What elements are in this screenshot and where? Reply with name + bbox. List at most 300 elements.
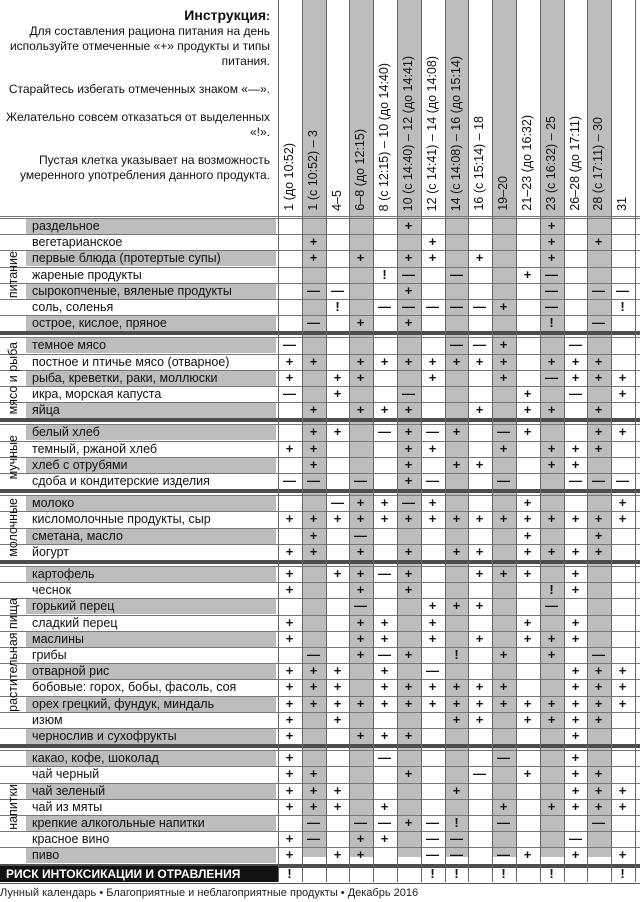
table-cell (516, 831, 539, 847)
table-cell: + (523, 511, 532, 527)
product-row-label: сметана, масло (32, 528, 123, 543)
table-cell (421, 647, 444, 663)
column-divider (516, 0, 517, 882)
table-cell (349, 337, 372, 353)
product-row-label: какао, кофе, шоколад (32, 751, 159, 766)
table-cell: + (452, 711, 461, 727)
table-cell: + (404, 566, 413, 581)
table-cell (492, 495, 515, 511)
table-cell: + (499, 647, 508, 662)
table-cell: + (309, 543, 318, 559)
table-cell: — (616, 282, 629, 298)
row-divider (0, 299, 640, 300)
table-cell (278, 299, 301, 315)
table-cell (349, 424, 372, 440)
table-cell: + (523, 266, 532, 282)
table-cell (492, 582, 515, 598)
table-cell: + (571, 353, 580, 369)
table-cell (421, 783, 444, 799)
table-cell (445, 728, 468, 744)
table-cell (326, 457, 349, 473)
table-cell: + (594, 663, 603, 679)
table-cell: + (404, 424, 413, 440)
risk-cell (587, 866, 610, 882)
table-cell (516, 783, 539, 799)
table-cell: + (452, 695, 461, 711)
column-header-label: 16 (с 15:14) – 18 (472, 116, 486, 211)
table-cell: + (523, 847, 532, 863)
table-cell (278, 598, 301, 614)
table-cell (468, 783, 491, 799)
table-cell (564, 283, 587, 299)
table-cell (468, 315, 491, 331)
table-cell (397, 712, 420, 728)
table-cell (611, 631, 634, 647)
table-cell: + (428, 679, 437, 695)
column-header-label: 4–5 (330, 190, 344, 211)
table-cell (468, 815, 491, 831)
table-cell: — (426, 473, 439, 488)
table-cell (302, 598, 325, 614)
table-cell: — (545, 266, 558, 282)
column-header (397, 0, 420, 215)
table-cell: — (569, 386, 582, 401)
table-cell: + (309, 250, 318, 266)
table-cell (326, 615, 349, 631)
row-divider (0, 647, 640, 648)
table-cell: + (380, 728, 389, 743)
table-cell: — (283, 386, 296, 401)
row-divider (0, 267, 640, 268)
table-cell (587, 582, 610, 598)
table-cell (492, 544, 515, 560)
table-cell (373, 283, 396, 299)
table-cell (468, 386, 491, 402)
table-cell: + (404, 282, 413, 298)
table-cell: + (309, 766, 318, 782)
table-cell: + (547, 695, 556, 711)
table-cell: + (285, 750, 294, 766)
table-cell (445, 582, 468, 598)
table-cell (326, 218, 349, 234)
table-cell (540, 337, 563, 353)
table-cell (564, 528, 587, 544)
instructions-title: Инструкция (184, 7, 266, 23)
table-cell (373, 783, 396, 799)
table-cell: — (545, 598, 558, 614)
table-cell (326, 402, 349, 418)
table-cell (421, 528, 444, 544)
table-cell (611, 441, 634, 457)
table-cell: + (547, 234, 556, 250)
row-divider (0, 663, 640, 664)
column-divider (564, 0, 565, 882)
table-cell: + (618, 495, 627, 511)
table-cell: + (428, 614, 437, 630)
product-row-label: крепкие алкогольные напитки (32, 816, 205, 830)
table-cell (468, 799, 491, 815)
table-cell: — (497, 815, 510, 830)
table-cell (445, 566, 468, 582)
table-cell: ! (620, 299, 625, 314)
table-cell: + (523, 566, 532, 581)
table-cell (516, 457, 539, 473)
table-cell (611, 234, 634, 250)
product-row-label: первые блюда (протертые супы) (32, 251, 221, 266)
table-cell: + (475, 250, 484, 266)
table-cell: — (331, 282, 344, 298)
table-cell: + (356, 353, 365, 369)
table-cell (540, 615, 563, 631)
table-cell: + (333, 511, 342, 527)
table-cell (468, 750, 491, 766)
table-cell (373, 544, 396, 560)
table-cell: + (333, 369, 342, 385)
table-cell (492, 283, 515, 299)
table-cell: + (428, 440, 437, 456)
row-divider (0, 370, 640, 371)
row-divider (0, 495, 640, 496)
table-cell: + (356, 695, 365, 711)
table-cell: + (475, 456, 484, 472)
row-divider (0, 402, 640, 403)
table-cell (611, 647, 634, 663)
table-cell (349, 234, 372, 250)
column-header-label: 1 (с 10:52) – 3 (306, 130, 320, 211)
table-cell: + (428, 695, 437, 711)
table-cell (445, 283, 468, 299)
risk-cell: ! (287, 866, 292, 881)
table-cell: — (569, 337, 582, 353)
product-row-label: грибы (32, 648, 67, 662)
column-header (373, 0, 396, 215)
column-header (564, 0, 587, 215)
table-cell (587, 831, 610, 847)
table-cell: + (404, 511, 413, 527)
table-cell (492, 267, 515, 283)
table-cell: + (285, 663, 294, 679)
instructions-text-3: Желательно совсем отказаться от выделенных «!». (6, 110, 270, 139)
table-cell: — (473, 337, 486, 353)
table-cell (373, 457, 396, 473)
row-divider (0, 473, 640, 474)
risk-cell: ! (501, 866, 506, 881)
table-cell: + (356, 543, 365, 559)
table-cell: — (497, 473, 510, 488)
table-cell: + (452, 543, 461, 559)
table-cell: + (404, 353, 413, 369)
table-cell: + (571, 369, 580, 385)
table-cell (326, 631, 349, 647)
table-cell (564, 402, 587, 418)
table-cell (349, 299, 372, 315)
table-cell: + (380, 511, 389, 527)
table-cell (492, 728, 515, 744)
table-cell (349, 441, 372, 457)
table-cell (516, 218, 539, 234)
table-cell (492, 766, 515, 782)
table-cell (445, 402, 468, 418)
table-cell: + (523, 695, 532, 711)
column-divider (421, 0, 422, 882)
table-cell: + (594, 798, 603, 814)
table-cell (492, 663, 515, 679)
table-cell (397, 631, 420, 647)
table-cell (373, 315, 396, 331)
table-cell (587, 250, 610, 266)
table-cell: + (333, 695, 342, 711)
table-cell: + (333, 679, 342, 695)
table-cell: + (594, 766, 603, 782)
table-cell: + (309, 402, 318, 418)
table-cell: + (523, 495, 532, 511)
table-cell (397, 663, 420, 679)
table-cell (326, 647, 349, 663)
table-cell (516, 473, 539, 489)
risk-cell: ! (549, 866, 554, 881)
table-cell: + (594, 369, 603, 385)
table-cell: + (475, 511, 484, 527)
category-label (0, 424, 26, 489)
table-cell: — (426, 847, 439, 863)
table-cell (540, 679, 563, 695)
product-row-label: постное и птичье мясо (отварное) (32, 354, 230, 369)
category-separator (0, 744, 640, 748)
table-cell (373, 473, 396, 489)
row-divider (0, 544, 640, 545)
product-row-label: кисломолочные продукты, сыр (32, 512, 211, 527)
table-cell (540, 831, 563, 847)
table-cell: + (547, 798, 556, 814)
column-header-label: 1 (до 10:52) (282, 143, 296, 211)
table-cell (540, 750, 563, 766)
table-cell: + (309, 679, 318, 695)
table-cell (397, 598, 420, 614)
table-cell: + (571, 798, 580, 814)
table-cell: + (309, 695, 318, 711)
table-cell: + (571, 456, 580, 472)
table-cell: — (569, 473, 582, 488)
table-cell: + (594, 424, 603, 440)
risk-cell (397, 866, 420, 882)
table-cell (492, 234, 515, 250)
product-row-label: рыба, креветки, раки, моллюски (32, 370, 218, 385)
table-cell (468, 424, 491, 440)
table-cell: — (497, 750, 510, 766)
product-row-label: темный, ржаной хлеб (32, 441, 158, 456)
row-divider (0, 712, 640, 713)
product-row-label: сдоба и кондитерские изделия (32, 474, 210, 488)
risk-cell (516, 866, 539, 882)
table-cell (564, 299, 587, 315)
table-cell: — (592, 815, 605, 830)
table-cell: + (285, 831, 294, 847)
table-cell (349, 663, 372, 679)
table-cell (326, 544, 349, 560)
table-cell (421, 402, 444, 418)
table-cell (445, 495, 468, 511)
table-cell (468, 663, 491, 679)
product-row-label: чеснок (32, 583, 72, 598)
table-cell (326, 582, 349, 598)
table-cell (445, 250, 468, 266)
table-cell: + (380, 695, 389, 711)
table-cell (611, 728, 634, 744)
table-cell: + (285, 695, 294, 711)
table-cell (564, 647, 587, 663)
column-header (278, 0, 301, 215)
table-cell: + (618, 798, 627, 814)
table-cell (540, 847, 563, 863)
table-cell (516, 354, 539, 370)
table-cell: + (499, 353, 508, 369)
table-cell: — (450, 831, 463, 847)
table-cell: — (450, 299, 463, 314)
table-cell (349, 218, 372, 234)
table-cell: + (404, 695, 413, 711)
table-cell (516, 582, 539, 598)
table-cell: + (547, 402, 556, 418)
table-cell: + (309, 663, 318, 679)
table-cell: + (380, 353, 389, 369)
column-header (421, 0, 444, 215)
table-cell: + (571, 511, 580, 527)
table-cell: + (523, 711, 532, 727)
table-cell: — (307, 282, 320, 298)
table-cell (587, 337, 610, 353)
table-cell: + (356, 566, 365, 581)
table-cell (492, 386, 515, 402)
table-cell (349, 799, 372, 815)
table-cell (421, 218, 444, 234)
table-cell (421, 337, 444, 353)
table-cell (445, 615, 468, 631)
table-cell: — (426, 815, 439, 830)
table-cell: + (571, 782, 580, 798)
table-cell (587, 495, 610, 511)
category-separator (0, 489, 640, 493)
table-cell (445, 631, 468, 647)
column-header-label: 31 (615, 197, 629, 211)
table-cell (611, 712, 634, 728)
table-cell (564, 315, 587, 331)
table-cell: — (307, 473, 320, 488)
risk-cell: ! (430, 866, 435, 881)
table-cell (397, 528, 420, 544)
table-cell (326, 598, 349, 614)
table-cell: + (285, 630, 294, 646)
product-row-label: отварной рис (32, 664, 110, 679)
table-cell: + (618, 782, 627, 798)
column-header-label: 10 (с 14:40) – 12 (до 14:41) (401, 55, 415, 211)
table-cell (326, 728, 349, 744)
table-cell (587, 299, 610, 315)
table-cell: + (404, 315, 413, 331)
table-cell (516, 234, 539, 250)
table-cell: + (309, 798, 318, 814)
product-row-label: чернослив и сухофрукты (32, 729, 177, 743)
table-cell (468, 847, 491, 863)
table-cell (278, 315, 301, 331)
table-cell (468, 615, 491, 631)
table-cell: + (285, 782, 294, 798)
table-cell: + (285, 614, 294, 630)
table-cell: + (571, 663, 580, 679)
table-cell: + (594, 543, 603, 559)
table-cell: + (285, 679, 294, 695)
table-cell: — (402, 386, 415, 401)
product-row-label: острое, кислое, пряное (32, 316, 167, 331)
product-row-label: соль, соленья (32, 300, 114, 314)
table-cell (445, 750, 468, 766)
table-cell: + (309, 424, 318, 440)
table-cell: + (285, 766, 294, 782)
table-cell: + (523, 527, 532, 543)
table-cell: + (594, 402, 603, 418)
table-cell (302, 847, 325, 863)
table-cell (278, 283, 301, 299)
table-cell: + (428, 369, 437, 385)
table-cell (468, 473, 491, 489)
table-cell (302, 750, 325, 766)
table-cell (540, 815, 563, 831)
table-cell: + (594, 679, 603, 695)
table-cell (611, 582, 634, 598)
table-cell: — (450, 266, 463, 282)
table-cell: + (380, 679, 389, 695)
category-label-text: напитки (6, 783, 20, 830)
table-cell (326, 441, 349, 457)
table-cell (373, 337, 396, 353)
table-cell: — (354, 598, 367, 614)
table-cell: + (333, 711, 342, 727)
table-cell: — (378, 566, 391, 581)
table-cell: + (452, 598, 461, 614)
table-cell (611, 544, 634, 560)
table-cell (468, 495, 491, 511)
table-cell (397, 799, 420, 815)
table-cell (564, 424, 587, 440)
column-header-label: 14 (с 14:08) – 16 (до 15:14) (449, 55, 463, 211)
instructions-text-4: Пустая клетка указывает на возможность умеренного употребления данного продукта. (19, 153, 270, 182)
table-cell: + (452, 782, 461, 798)
risk-cell (373, 866, 396, 882)
product-row-label: сырокопченые, вяленые продукты (32, 283, 232, 298)
product-row-label: йогурт (32, 544, 70, 559)
table-cell: + (571, 766, 580, 782)
table-cell (587, 566, 610, 582)
table-cell: — (545, 369, 558, 385)
table-cell: — (569, 831, 582, 847)
table-cell: + (380, 614, 389, 630)
table-cell (421, 728, 444, 744)
table-cell: + (475, 711, 484, 727)
table-cell (564, 267, 587, 283)
table-cell (373, 712, 396, 728)
table-cell (587, 386, 610, 402)
product-row-label: картофель (32, 567, 95, 581)
table-cell (445, 315, 468, 331)
table-cell (445, 663, 468, 679)
table-cell: ! (382, 266, 387, 282)
table-cell: — (354, 473, 367, 488)
table-cell: — (545, 299, 558, 314)
table-cell: + (309, 511, 318, 527)
row-divider (0, 234, 640, 235)
risk-cell: ! (454, 866, 459, 881)
table-cell: + (571, 543, 580, 559)
column-divider (492, 0, 493, 882)
